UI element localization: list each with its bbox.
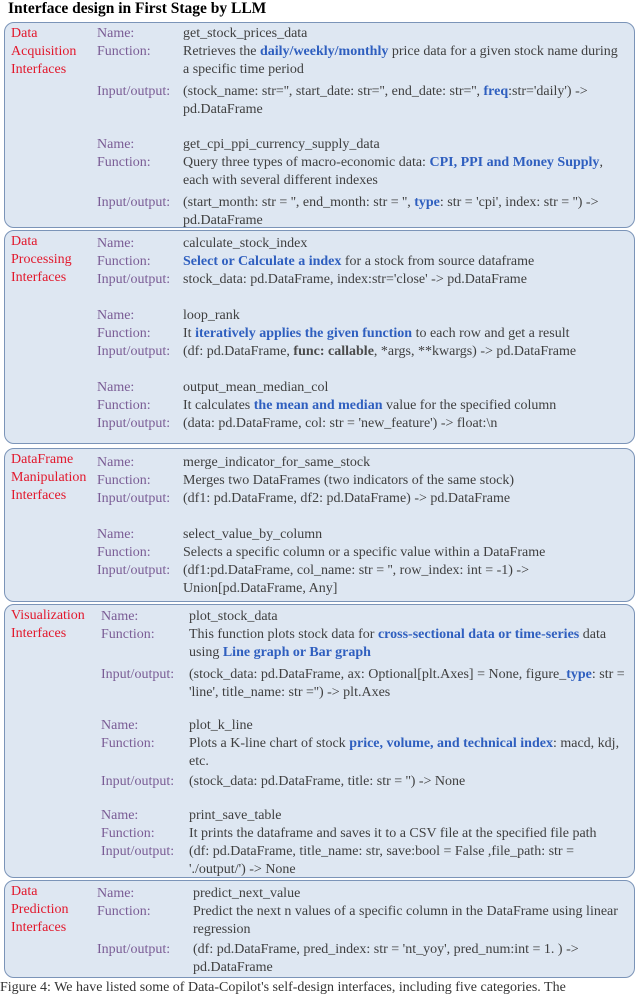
function-description — [189, 825, 627, 843]
text-run: : macd, kdj, etc. — [189, 736, 620, 769]
section-title-line: Data — [11, 26, 38, 41]
function-name: calculate_stock_index — [183, 236, 308, 251]
text-run: It — [183, 326, 196, 341]
text-run: It prints the dataframe and saves it to a CSV file at the specified file path — [189, 826, 597, 841]
text-run: (start_month: str = '', end_month: str = '', — [183, 195, 415, 210]
io-label: Input/output: — [97, 942, 171, 957]
io-label: Input/output: — [101, 667, 175, 682]
io-label: Input/output: — [101, 774, 175, 789]
section-title — [11, 883, 69, 937]
section-title-line: Interfaces — [11, 920, 67, 935]
function-name: plot_stock_data — [189, 609, 278, 624]
highlighted-text: the mean and median — [253, 398, 383, 413]
name-label: Name: — [97, 236, 135, 251]
function-label: Function: — [97, 326, 151, 341]
interface-section — [4, 880, 635, 978]
text-run: price data for a given stock name during a specific time period — [183, 44, 618, 77]
function-io — [189, 773, 627, 791]
highlighted-text: cross-sectional data or time-series — [377, 627, 580, 642]
function-description — [193, 903, 625, 939]
function-io — [189, 666, 627, 702]
highlighted-text: CPI, PPI and Money Supply — [429, 155, 600, 170]
section-title-line: Interfaces — [11, 62, 67, 77]
section-title-line: Manipulation — [11, 470, 87, 485]
name-label: Name: — [101, 718, 139, 733]
text-run: for a stock from source dataframe — [341, 254, 535, 269]
text-run: : str = 'cpi', index: str = '') -> pd.DataFrame — [183, 195, 599, 228]
io-label: Input/output: — [97, 344, 171, 359]
io-label: Input/output: — [97, 563, 171, 578]
function-name: get_cpi_ppi_currency_supply_data — [183, 137, 380, 152]
text-run: Query three types of macro-economic data: — [183, 155, 430, 170]
function-description — [189, 626, 627, 662]
name-label: Name: — [97, 137, 135, 152]
section-title-line: Acquisition — [11, 44, 77, 59]
function-io — [183, 271, 623, 289]
function-name: get_stock_prices_data — [183, 26, 308, 41]
function-label: Function: — [101, 627, 155, 642]
section-title — [11, 607, 85, 643]
section-title-line: Interfaces — [11, 626, 67, 641]
text-run: (data: pd.DataFrame, col: str = 'new_feature') -> float:\n — [183, 416, 498, 431]
section-title — [11, 25, 76, 79]
function-label: Function: — [97, 904, 151, 919]
io-label: Input/output: — [97, 195, 171, 210]
text-run: It calculates — [183, 398, 254, 413]
highlighted-text: freq — [483, 84, 509, 99]
text-run: (df: pd.DataFrame, — [183, 344, 294, 359]
name-label: Name: — [97, 527, 135, 542]
name-label: Name: — [97, 455, 135, 470]
function-name: merge_indicator_for_same_stock — [183, 455, 371, 470]
function-io — [183, 415, 623, 433]
text-run: data using — [189, 627, 607, 660]
function-description — [183, 397, 623, 415]
function-label: Function: — [97, 254, 151, 269]
text-run: Plots a K-line chart of stock — [189, 736, 350, 751]
interface-section — [4, 22, 635, 228]
text-run: (stock_data: pd.DataFrame, ax: Optional[plt.Axes] = None, figure_ — [189, 667, 567, 682]
figure-caption: Figure 4: We have listed some of Data-Copilot's self-design interfaces, including five categories. The — [0, 980, 566, 995]
function-name: plot_k_line — [189, 718, 253, 733]
io-label: Input/output: — [101, 844, 175, 859]
function-description — [183, 325, 623, 343]
text-run: Predict the next n values of a specific column in the DataFrame using linear regression — [193, 904, 618, 937]
io-label: Input/output: — [97, 416, 171, 431]
section-title-line: Data — [11, 234, 38, 249]
highlighted-text: price, volume, and technical index — [349, 736, 553, 751]
function-name: print_save_table — [189, 808, 282, 823]
interface-section — [4, 448, 635, 602]
text-run: Retrieves the — [183, 44, 260, 59]
function-label: Function: — [101, 826, 155, 841]
section-title-line: Prediction — [11, 902, 69, 917]
text-run: (stock_data: pd.DataFrame, title: str = '') -> None — [189, 774, 466, 789]
function-label: Function: — [101, 736, 155, 751]
text-run: (df1:pd.DataFrame, col_name: str = '', row_index: int = -1) -> Union[pd.DataFrame, Any] — [183, 563, 529, 596]
highlighted-text: type — [566, 667, 592, 682]
text-run: , each with several different indexes — [183, 155, 603, 188]
text-run: value for the specified column — [382, 398, 557, 413]
text-run: Merges two DataFrames (two indicators of the same stock) — [183, 473, 514, 488]
function-name: predict_next_value — [193, 886, 301, 901]
section-title-line: Interfaces — [11, 270, 67, 285]
text-run: (df1: pd.DataFrame, df2: pd.DataFrame) -> pd.DataFrame — [183, 491, 511, 506]
io-label: Input/output: — [97, 84, 171, 99]
function-io — [183, 490, 623, 508]
name-label: Name: — [97, 380, 135, 395]
text-run: (df: pd.DataFrame, pred_index: str = 'nt_yoy', pred_num:int = 1. ) -> pd.DataFrame — [193, 942, 579, 975]
text-run: : str = 'line', title_name: str ='') -> plt.Axes — [189, 667, 625, 700]
function-io — [183, 194, 623, 230]
section-title-line: Processing — [11, 252, 72, 267]
function-label: Function: — [97, 44, 151, 59]
function-description — [189, 735, 627, 771]
text-run: :str='daily') -> pd.DataFrame — [183, 84, 588, 117]
text-run: (df: pd.DataFrame, title_name: str, save:bool = False ,file_path: str = './output/') -> None — [189, 844, 574, 877]
text-run: (stock_name: str='', start_date: str='', end_date: str='', — [183, 84, 484, 99]
highlighted-text: Select or Calculate a index — [183, 254, 342, 269]
text-run: This function plots stock data for — [189, 627, 378, 642]
function-description — [183, 253, 623, 271]
interface-section — [4, 230, 635, 444]
function-description — [183, 472, 623, 490]
function-io — [183, 562, 623, 598]
text-run: , *args, **kwargs) -> pd.DataFrame — [373, 344, 577, 359]
figure-title: Interface design in First Stage by LLM — [8, 0, 267, 17]
section-title-line: Interfaces — [11, 488, 67, 503]
section-title-line: Data — [11, 884, 38, 899]
name-label: Name: — [97, 886, 135, 901]
function-label: Function: — [97, 155, 151, 170]
function-io — [189, 843, 627, 879]
highlighted-text: Line graph or Bar graph — [222, 645, 371, 660]
highlighted-text: daily/weekly/monthly — [259, 44, 389, 59]
io-label: Input/output: — [97, 272, 171, 287]
function-description — [183, 544, 623, 562]
function-name: output_mean_median_col — [183, 380, 329, 395]
function-name: loop_rank — [183, 308, 240, 323]
name-label: Name: — [97, 308, 135, 323]
section-title — [11, 233, 72, 287]
name-label: Name: — [101, 609, 139, 624]
name-label: Name: — [101, 808, 139, 823]
function-io — [183, 83, 623, 119]
function-label: Function: — [97, 473, 151, 488]
highlighted-text: iteratively applies the given function — [195, 326, 413, 341]
name-label: Name: — [97, 26, 135, 41]
section-title-line: DataFrame — [11, 452, 74, 467]
function-io — [183, 343, 623, 361]
function-label: Function: — [97, 398, 151, 413]
function-description — [183, 154, 623, 190]
text-run: stock_data: pd.DataFrame, index:str='close' -> pd.DataFrame — [183, 272, 527, 287]
function-label: Function: — [97, 545, 151, 560]
io-label: Input/output: — [97, 491, 171, 506]
section-title-line: Visualization — [11, 608, 85, 623]
highlighted-text: type — [414, 195, 440, 210]
function-io — [193, 941, 625, 977]
function-description — [183, 43, 623, 79]
text-run: to each row and get a result — [412, 326, 570, 341]
section-title — [11, 451, 86, 505]
highlighted-text: func: callable — [293, 344, 374, 359]
text-run: Selects a specific column or a specific value within a DataFrame — [183, 545, 546, 560]
function-name: select_value_by_column — [183, 527, 323, 542]
interface-section — [4, 604, 635, 878]
